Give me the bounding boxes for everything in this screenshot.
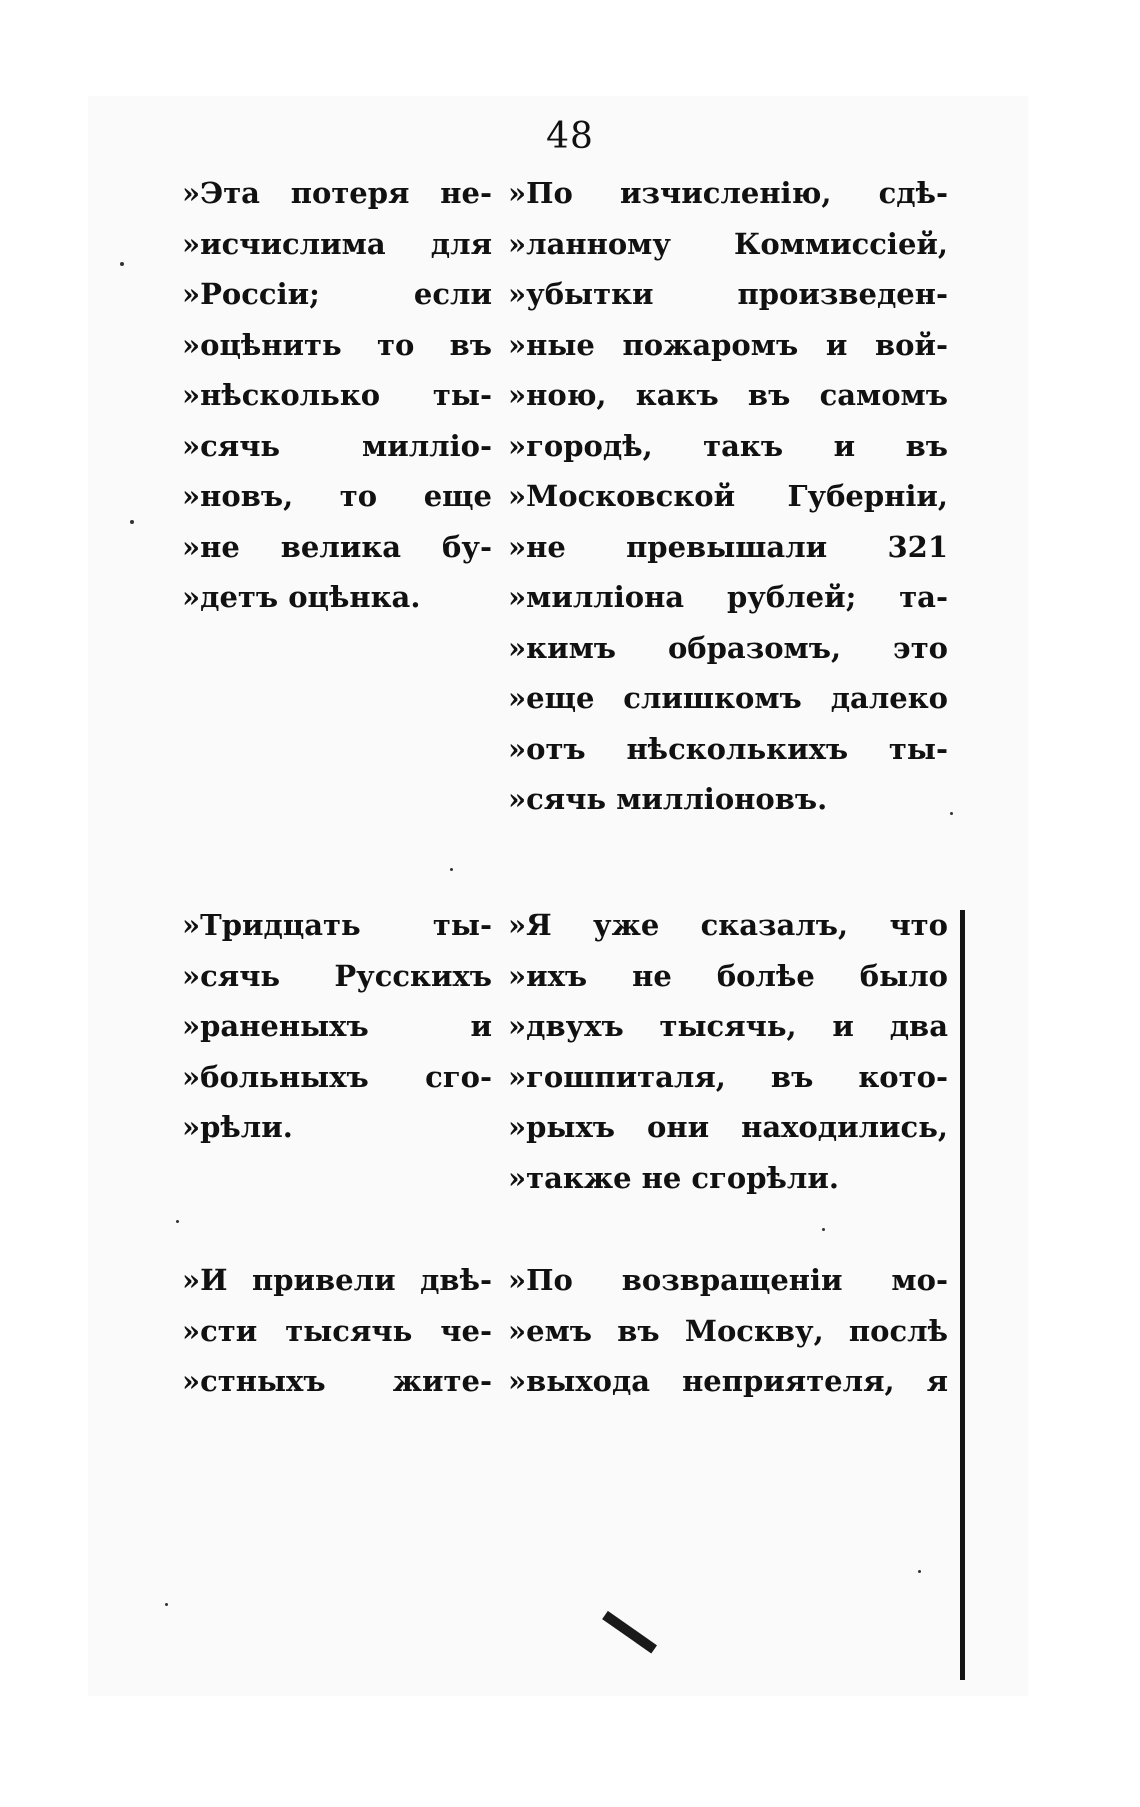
text-line: »Я уже сказалъ, что [508,908,948,942]
text-line: »новъ, то еще [182,479,492,513]
text-line: »кимъ образомъ, это [508,630,948,665]
text-line: »нѣсколько ты- [182,378,492,412]
text-line: »гошпиталя, въ кото- [508,1059,948,1094]
text-line: »больныхъ сго- [182,1059,492,1094]
text-line: »двухъ тысячь, и два [508,1009,948,1043]
text-line: »сячь Русскихъ [182,958,492,993]
right-paragraph-3 [508,1255,948,1407]
ink-speck [120,262,124,266]
text-line: »Эта потеря не- [182,176,492,210]
text-line: »оцѣнить то въ [182,327,492,362]
ink-speck [918,1570,921,1573]
text-line: »ные пожаромъ и вой- [508,327,948,362]
text-line: »сячь милліо- [182,428,492,463]
ink-speck [130,520,134,524]
ink-speck [165,1603,168,1606]
text-line: »милліона рублей; та- [508,580,948,614]
left-paragraph-2 [182,900,492,1153]
text-line: »ною, какъ въ самомъ [508,378,948,412]
text-line: »также не сгорѣли. [508,1160,839,1195]
right-paragraph-2 [508,900,948,1203]
text-line: »сти тысячь че- [182,1313,492,1348]
text-line: »исчислима для [182,226,492,261]
text-line: »По возвращеніи мо- [508,1263,948,1297]
text-line: »По изчисленію, сдѣ- [508,176,948,210]
text-line: »ланному Коммиссіей, [508,226,948,261]
text-line: »рѣли. [182,1110,293,1144]
text-line: »детъ оцѣнка. [182,580,421,614]
text-line: »И привели двѣ- [182,1263,492,1297]
text-line: »Тридцать ты- [182,908,492,942]
text-line: »выхода неприятеля, я [508,1364,948,1398]
page-number: 48 [546,116,594,157]
ink-speck [822,1228,825,1231]
binding-edge-line [960,910,965,1680]
text-line: »ихъ не болѣе было [508,958,948,993]
text-line: »стныхъ жите- [182,1364,492,1398]
text-line: »не превышали 321 [508,529,948,564]
text-line: »Московской Губерніи, [508,479,948,513]
right-paragraph-1 [508,168,948,825]
left-paragraph-3 [182,1255,492,1407]
left-paragraph-1 [182,168,492,623]
ink-speck [176,1220,179,1223]
text-line: »убытки произведен- [508,277,948,311]
text-line: »Россіи; если [182,277,492,311]
text-line: »рыхъ они находились, [508,1110,948,1144]
text-line: »еще слишкомъ далеко [508,681,948,715]
ink-speck [450,868,453,871]
text-line: »городѣ, такъ и въ [508,428,948,463]
text-line: »сячь милліоновъ. [508,782,828,816]
text-line: »отъ нѣсколькихъ ты- [508,731,948,766]
text-line: »емъ въ Москву, послѣ [508,1313,948,1348]
text-line: »раненыхъ и [182,1009,492,1043]
ink-speck [950,812,953,815]
text-line: »не велика бу- [182,529,492,564]
